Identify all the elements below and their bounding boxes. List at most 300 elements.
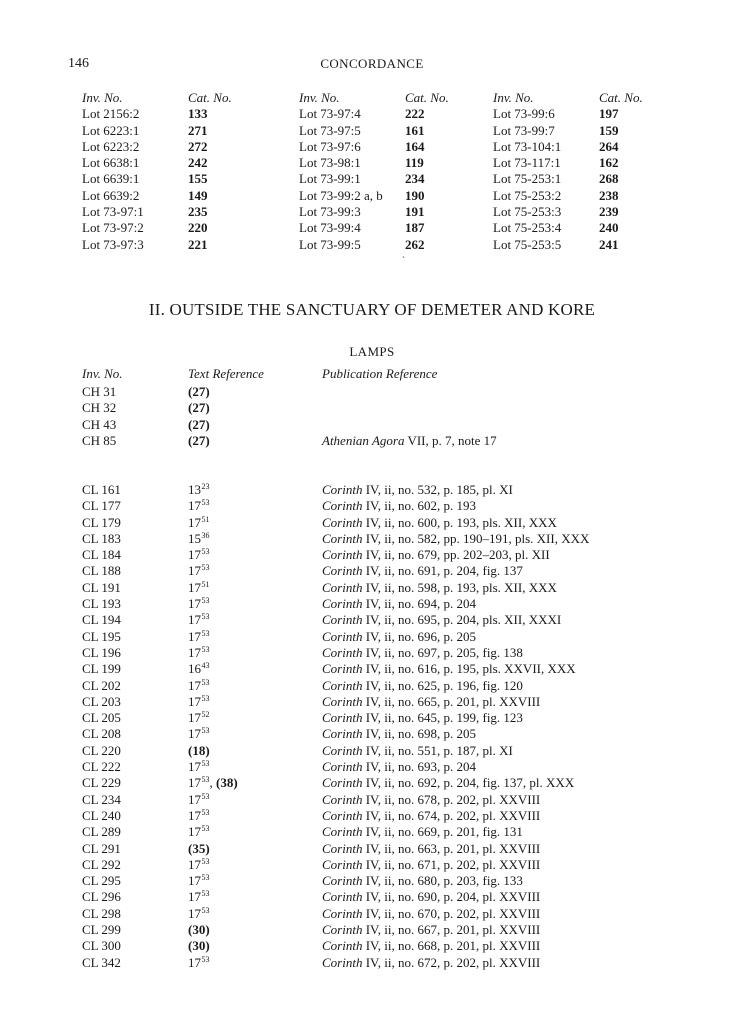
running-title: CONCORDANCE [320,56,424,71]
page-reference: 17 [188,677,201,693]
page-reference: 17 [188,563,201,579]
publication-citation: IV, ii, no. 625, p. 196, fig. 120 [362,677,523,693]
page-reference: 17 [188,579,201,595]
concordance-header [299,90,469,106]
publication-reference [322,873,523,889]
inventory-number: CH 32 [82,400,117,416]
inventory-number: CL 222 [82,759,121,775]
publication-citation: IV, ii, no. 690, p. 204, pl. XXVIII [362,889,541,905]
concordance-row [82,123,222,139]
catalogue-number: 235 [188,204,208,220]
publication-reference [322,563,523,579]
publication-citation: IV, ii, no. 668, p. 201, pl. XXVIII [362,938,541,954]
inventory-number: Lot 73-97:2 [82,220,144,236]
lamp-row [0,808,744,824]
text-reference [188,384,210,400]
publication-reference [322,661,576,677]
publication-title: Corinth [322,596,363,612]
concordance-row [299,188,469,204]
lamp-row [0,596,744,612]
lamp-table-header [0,366,744,384]
inventory-number: Lot 73-99:7 [493,122,555,138]
catalogue-number: 242 [188,155,208,171]
publication-reference [322,515,557,531]
lamp-row [0,955,744,971]
publication-reference [322,759,476,775]
cat-no-header: Cat. No. [405,90,449,105]
catalogue-number: 220 [188,220,208,236]
section-subtitle: LAMPS [349,344,395,359]
text-reference [188,922,210,938]
catalogue-number: 155 [188,171,208,187]
footnote-superscript: 53 [201,889,210,899]
publication-citation: IV, ii, no. 616, p. 195, pls. XXVII, XXX [362,661,576,677]
publication-reference [322,433,497,449]
catalogue-number: 222 [405,106,425,122]
inventory-number: Lot 73-97:5 [299,122,361,138]
inventory-number: CL 229 [82,775,121,791]
lamp-row [0,938,744,954]
publication-title: Corinth [322,563,363,579]
publication-reference [322,612,561,628]
concordance-row [299,123,469,139]
inventory-number: Lot 73-99:2 a, b [299,187,383,203]
publication-citation: IV, ii, no. 678, p. 202, pl. XXVIII [362,791,541,807]
inventory-number: CL 240 [82,807,121,823]
publication-citation: IV, ii, no. 679, pp. 202–203, pl. XII [362,547,550,563]
page-reference: 17 [188,514,201,530]
inventory-number: CL 194 [82,612,121,628]
publication-reference [322,857,540,873]
inventory-number: Lot 6223:1 [82,122,140,138]
inventory-number: Lot 6638:1 [82,155,140,171]
publication-citation: IV, ii, no. 669, p. 201, fig. 131 [362,824,523,840]
inventory-number: CL 191 [82,579,121,595]
lamp-row [0,726,744,742]
lamp-row [0,694,744,710]
inventory-number: CL 195 [82,628,121,644]
publication-title: Corinth [322,824,363,840]
lamp-row [0,482,744,498]
publication-citation: IV, ii, no. 696, p. 205 [362,628,476,644]
catalogue-number: 221 [188,236,208,252]
concordance-row [493,220,663,236]
lamp-row [0,563,744,579]
footnote-superscript: 53 [201,775,210,785]
lamp-row [0,906,744,922]
inventory-number: Lot 73-99:1 [299,171,361,187]
footnote-superscript: 53 [201,644,210,654]
publication-title: Corinth [322,693,363,709]
footnote-superscript: 36 [201,530,210,540]
page-reference: 17 [188,807,201,823]
page-reference: 17 [188,612,201,628]
concordance-row [493,237,663,253]
footnote-superscript: 23 [201,482,210,491]
concordance-row [493,204,663,220]
concordance-row [299,139,469,155]
lamp-row [0,531,744,547]
catalogue-reference: (27) [188,416,210,432]
inventory-number: Lot 73-99:4 [299,220,361,236]
inventory-number: CL 203 [82,693,121,709]
page-reference: 17 [188,498,201,514]
text-reference [188,841,210,857]
catalogue-number: 238 [599,187,619,203]
inventory-number: Lot 6223:2 [82,138,140,154]
footnote-superscript: 53 [201,807,210,817]
lamp-row [0,661,744,677]
inventory-number: CL 220 [82,742,121,758]
inventory-number: CL 193 [82,596,121,612]
footnote-superscript: 53 [201,791,210,801]
catalogue-reference: (30) [188,938,210,954]
page-reference: 17 [188,775,201,791]
publication-citation: IV, ii, no. 671, p. 202, pl. XXVIII [362,856,541,872]
concordance-row [299,171,469,187]
publication-citation: IV, ii, no. 551, p. 187, pl. XI [362,742,513,758]
publication-citation: IV, ii, no. 602, p. 193 [362,498,476,514]
concordance-row [493,188,663,204]
catalogue-number: 268 [599,171,619,187]
concordance-row [82,155,222,171]
lamp-row [0,889,744,905]
inventory-number: Lot 73-97:3 [82,236,144,252]
catalogue-number: 262 [405,236,425,252]
inventory-number: CL 179 [82,514,121,530]
publication-citation: IV, ii, no. 645, p. 199, fig. 123 [362,710,523,726]
catalogue-number: 161 [405,122,425,138]
page-reference: 17 [188,824,201,840]
lamp-row [0,400,744,416]
catalogue-reference: (27) [188,384,210,399]
footnote-superscript: 53 [201,547,210,557]
publication-citation: IV, ii, no. 532, p. 185, pl. XI [362,482,513,497]
catalogue-number: 162 [599,155,619,171]
publication-citation: IV, ii, no. 692, p. 204, fig. 137, pl. XXX [362,775,575,791]
page-reference: 17 [188,726,201,742]
inventory-number: CL 296 [82,889,121,905]
publication-reference [322,547,550,563]
publication-reference [322,938,540,954]
publication-citation: IV, ii, no. 680, p. 203, fig. 133 [362,873,523,889]
publication-citation: IV, ii, no. 698, p. 205 [362,726,476,742]
concordance-row [82,188,222,204]
footnote-superscript: 52 [201,710,210,720]
inventory-number: Lot 73-99:3 [299,204,361,220]
concordance-row [82,220,222,236]
inventory-number: Lot 73-97:1 [82,204,144,220]
footnote-superscript: 53 [201,856,210,866]
inv-no-header: Inv. No. [82,90,123,105]
page-reference: 17 [188,954,201,970]
inventory-number: Lot 73-99:5 [299,236,361,252]
publication-reference [322,906,540,922]
publication-reference [322,645,523,661]
publication-title: Corinth [322,759,363,775]
catalogue-number: 133 [188,106,208,122]
inventory-number: Lot 2156:2 [82,106,140,122]
concordance-column [493,90,663,253]
lamp-row [0,417,744,433]
inventory-number: CL 199 [82,661,121,677]
concordance-row [299,106,469,122]
concordance-row [493,155,663,171]
publication-reference [322,775,574,791]
concordance-row [493,106,663,122]
concordance-row [82,204,222,220]
inventory-number: CL 202 [82,677,121,693]
footnote-superscript: 53 [201,628,210,638]
footnote-superscript: 53 [201,596,210,606]
catalogue-reference: (38) [216,775,238,791]
inventory-number: CL 205 [82,710,121,726]
lamp-row [0,775,744,791]
catalogue-reference: (18) [188,742,210,758]
publication-title: Corinth [322,644,363,660]
lamp-row [0,645,744,661]
lamp-list-cl [0,482,744,971]
lamp-row [0,678,744,694]
inventory-number: Lot 75-253:4 [493,220,562,236]
inv-no-header: Inv. No. [493,90,534,105]
inventory-number: CH 85 [82,432,117,448]
lamp-row [0,841,744,857]
concordance-column [299,90,469,253]
text-reference-header: Text Reference [188,366,264,381]
catalogue-reference: (35) [188,840,210,856]
publication-citation: IV, ii, no. 697, p. 205, fig. 138 [362,644,523,660]
lamp-row [0,922,744,938]
catalogue-reference: (27) [188,432,210,448]
lamp-row [0,743,744,759]
footnote-superscript: 53 [201,824,210,834]
text-reference [188,400,210,416]
catalogue-number: 164 [405,138,425,154]
concordance-row [299,155,469,171]
catalogue-number: 190 [405,187,425,203]
publication-citation: IV, ii, no. 693, p. 204 [362,759,476,775]
publication-title: Corinth [322,954,363,970]
inv-no-header: Inv. No. [82,366,123,381]
catalogue-number: 197 [599,106,619,122]
concordance-column [82,90,232,253]
inventory-number: Lot 75-253:2 [493,187,562,203]
publication-reference-header: Publication Reference [322,366,438,381]
publication-citation: IV, ii, no. 598, p. 193, pls. XII, XXX [362,579,557,595]
footnote-superscript: 53 [201,563,210,573]
page-number: 146 [68,56,89,71]
footnote-superscript: 53 [201,759,210,769]
inventory-number: CL 291 [82,840,121,856]
lamp-row [0,580,744,596]
catalogue-number: 234 [405,171,425,187]
catalogue-number: 240 [599,220,619,236]
catalogue-number: 119 [405,155,424,171]
lamp-row [0,873,744,889]
inventory-number: CL 292 [82,856,121,872]
lamp-row [0,824,744,840]
footnote-superscript: 53 [201,905,210,915]
publication-reference [322,808,540,824]
inventory-number: Lot 73-99:6 [493,106,555,122]
publication-citation: IV, ii, no. 694, p. 204 [362,596,476,612]
footnote-superscript: 53 [201,873,210,883]
lamp-row [0,547,744,563]
cat-no-header: Cat. No. [188,90,232,105]
publication-title: Corinth [322,922,363,938]
publication-title: Corinth [322,547,363,563]
publication-title: Corinth [322,677,363,693]
catalogue-number: 187 [405,220,425,236]
concordance-row [82,106,222,122]
publication-title: Corinth [322,710,363,726]
publication-citation: IV, ii, no. 663, p. 201, pl. XXVIII [362,840,541,856]
publication-title: Corinth [322,807,363,823]
text-reference [188,433,210,449]
inventory-number: CL 295 [82,873,121,889]
lamp-row [0,629,744,645]
page-reference: 17 [188,710,201,726]
page-reference: 17 [188,791,201,807]
footnote-superscript: 43 [201,661,210,671]
publication-reference [322,596,476,612]
inventory-number: CL 196 [82,644,121,660]
publication-title: Corinth [322,482,363,497]
text-reference [188,743,210,759]
publication-title: Corinth [322,530,363,546]
inventory-number: CL 342 [82,954,121,970]
publication-reference [322,498,476,514]
inventory-number: CL 188 [82,563,121,579]
inventory-number: CL 208 [82,726,121,742]
publication-reference [322,889,540,905]
section-title: II. OUTSIDE THE SANCTUARY OF DEMETER AND KORE [148,300,596,319]
publication-citation: IV, ii, no. 672, p. 202, pl. XXVIII [362,954,541,970]
inventory-number: Lot 75-253:5 [493,236,562,252]
catalogue-number: 271 [188,122,208,138]
inv-no-header: Inv. No. [299,90,340,105]
inventory-number: Lot 6639:1 [82,171,140,187]
publication-title: Corinth [322,628,363,644]
inventory-number: CH 43 [82,416,117,432]
inventory-number: Lot 73-97:6 [299,138,361,154]
footnote-superscript: 53 [201,693,210,703]
lamp-row [0,384,744,400]
inventory-number: Lot 73-97:4 [299,106,361,122]
publication-citation: IV, ii, no. 600, p. 193, pls. XII, XXX [362,514,557,530]
inventory-number: CL 234 [82,791,121,807]
publication-reference [322,743,513,759]
publication-title: Corinth [322,938,363,954]
inventory-number: CL 299 [82,922,121,938]
publication-citation: VII, p. 7, note 17 [404,432,497,448]
page-reference: , [209,775,216,791]
catalogue-number: 241 [599,236,619,252]
page-reference: 17 [188,889,201,905]
lamp-list-ch [0,384,744,449]
publication-title: Corinth [322,612,363,628]
page-reference: 15 [188,530,201,546]
lamp-row [0,515,744,531]
catalogue-number: 149 [188,187,208,203]
publication-reference [322,955,540,971]
lamp-row [0,612,744,628]
publication-reference [322,792,540,808]
inventory-number: CL 300 [82,938,121,954]
publication-reference [322,629,476,645]
publication-reference [322,710,523,726]
publication-title: Corinth [322,840,363,856]
concordance-row [493,123,663,139]
inventory-number: Lot 73-117:1 [493,155,561,171]
footnote-superscript: 53 [201,726,210,736]
lamp-row [0,792,744,808]
concordance-row [493,171,663,187]
catalogue-number: 264 [599,138,619,154]
publication-citation: IV, ii, no. 695, p. 204, pls. XII, XXXI [362,612,562,628]
concordance-row [299,220,469,236]
page-reference: 17 [188,693,201,709]
publication-title: Corinth [322,775,363,791]
page-reference: 17 [188,905,201,921]
page-reference: 17 [188,856,201,872]
inventory-number: Lot 6639:2 [82,187,140,203]
publication-reference [322,824,523,840]
publication-title: Corinth [322,661,363,677]
publication-reference [322,694,540,710]
concordance-row [82,237,222,253]
publication-title: Corinth [322,791,363,807]
lamp-row [0,498,744,514]
publication-title: Corinth [322,856,363,872]
publication-reference [322,580,557,596]
publication-reference [322,678,523,694]
footnote-superscript: 53 [201,954,210,964]
text-reference [188,417,210,433]
inventory-number: CL 289 [82,824,121,840]
concordance-header [82,90,232,106]
concordance-row [82,139,222,155]
concordance-row [299,204,469,220]
lamp-row [0,433,744,449]
publication-citation: IV, ii, no. 582, pp. 190–191, pls. XII, XXX [362,530,590,546]
concordance-row [493,139,663,155]
publication-title: Corinth [322,579,363,595]
publication-title: Corinth [322,514,363,530]
publication-reference [322,726,476,742]
publication-title: Corinth [322,742,363,758]
catalogue-number: 191 [405,204,425,220]
inventory-number: CL 177 [82,498,121,514]
inventory-number: CL 161 [82,482,121,497]
page-reference: 17 [188,547,201,563]
publication-title: Corinth [322,726,363,742]
publication-citation: IV, ii, no. 665, p. 201, pl. XXVIII [362,693,541,709]
publication-citation: IV, ii, no. 674, p. 202, pl. XXVIII [362,807,541,823]
page-reference: 17 [188,759,201,775]
lamp-row [0,857,744,873]
inventory-number: Lot 75-253:1 [493,171,562,187]
cat-no-header: Cat. No. [599,90,643,105]
page-reference: 17 [188,628,201,644]
page-reference: 17 [188,873,201,889]
publication-title: Athenian Agora [322,432,405,448]
publication-citation: IV, ii, no. 670, p. 202, pl. XXVIII [362,905,541,921]
publication-reference [322,531,589,547]
footnote-superscript: 51 [201,579,210,589]
catalogue-reference: (27) [188,400,210,416]
